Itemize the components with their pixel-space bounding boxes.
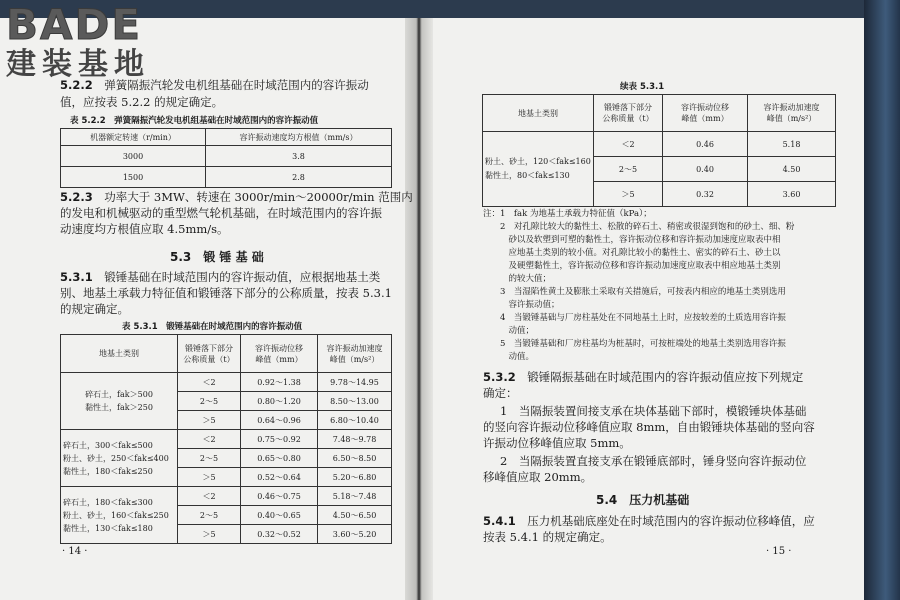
table-cell: 2～5 (178, 449, 241, 468)
table-header: 锻锤落下部分 公称质量（t） (178, 335, 241, 373)
table-cell: 0.32 (663, 182, 748, 207)
soil-line: 粉土、砂土，160＜fak≤250 (63, 510, 169, 520)
table-cell: 0.40 (663, 157, 748, 182)
table-header: 地基土类别 (61, 335, 178, 373)
soil-line: 碎石土，300＜fak≤500 (63, 440, 153, 450)
table-note: 动值。 (483, 352, 535, 362)
table-cell: 3.60 (748, 182, 836, 207)
soil-line: 黏性土，130＜fak≤180 (63, 523, 153, 533)
table-cell: 2～5 (594, 157, 663, 182)
paragraph-line: 按表 5.4.1 的规定确定。 (483, 530, 612, 544)
paragraph-line: 锻锤基础在时域范围内的容许振动值，应根据地基土类 (104, 270, 381, 284)
paragraph-line: 压力机基础底座处在时域范围内的容许振动位移峰值，应 (527, 514, 815, 528)
section-number: 5.2.2 (60, 78, 93, 92)
table-note: 动值； (483, 326, 535, 336)
table-cell: 2～5 (178, 506, 241, 525)
table-note: 注：1 fak 为地基土承载力特征值（kPa）； (483, 209, 652, 219)
table-cell: 0.32～0.52 (241, 525, 318, 544)
table-cell: 0.64～0.96 (241, 411, 318, 430)
scanner-background-right (864, 0, 900, 600)
watermark-subtitle: 建装基地 (6, 47, 150, 82)
section-5-3-1 (60, 270, 380, 285)
table-cell: ＜2 (178, 487, 241, 506)
paragraph-line: 许振动位移峰值应取 5mm。 (483, 436, 631, 450)
table-cell: 5.18～7.48 (318, 487, 392, 506)
table-cell: 4.50～6.50 (318, 506, 392, 525)
table-header: 机器额定转速（r/min） (61, 129, 206, 146)
table-cell: 0.65～0.80 (241, 449, 318, 468)
table-header: 锻锤落下部分 公称质量（t） (594, 95, 663, 132)
book-gutter (405, 18, 433, 600)
paragraph-line: 功率大于 3MW、转速在 3000r/min～20000r/min 范围内 (104, 190, 413, 204)
table-cell: ＜2 (594, 132, 663, 157)
paragraph-line: 确定： (483, 386, 518, 400)
table-cell: ＞5 (178, 468, 241, 487)
soil-line: 碎石土，fak＞500 (85, 390, 153, 399)
section-number: 5.3.2 (483, 370, 516, 384)
table-caption-5-3-1: 表 5.3.1 锻锤基础在时域范围内的容许振动值 (122, 322, 303, 332)
table-header: 容许振动加速度 峰值（m/s²） (748, 95, 836, 132)
soil-category-cell (61, 487, 178, 544)
soil-line: 碎石土，180＜fak≤300 (63, 497, 153, 507)
table-cell: 9.78～14.95 (318, 373, 392, 392)
section-number: 5.2.3 (60, 190, 93, 204)
table-cell: 0.80～1.20 (241, 392, 318, 411)
table-5-3-1 (60, 334, 392, 544)
soil-line: 黏性土，80＜fak≤130 (485, 171, 570, 180)
table-cell: 0.75～0.92 (241, 430, 318, 449)
table-header: 地基土类别 (483, 95, 594, 132)
table-cell: 5.18 (748, 132, 836, 157)
paragraph-line: 1 当隔振装置间接支承在块体基础下部时，模锻锤块体基础 (500, 404, 807, 418)
section-heading-5-4: 5.4 压力机基础 (596, 493, 690, 507)
table-cell: ＜2 (178, 373, 241, 392)
soil-line: 黏性土，fak＞250 (85, 403, 153, 412)
table-cell: ＞5 (594, 182, 663, 207)
table-note: 3 当湿陷性黄土及膨胀土采取有关措施后，可按表内相应的地基土类别选用 (483, 287, 786, 297)
table-cell: 0.46～0.75 (241, 487, 318, 506)
table-header: 容许振动加速度 峰值（m/s²） (318, 335, 392, 373)
table-5-2-2 (60, 128, 392, 188)
section-5-2-3 (60, 190, 413, 205)
section-number: 5.4.1 (483, 514, 516, 528)
table-cell: 7.48～9.78 (318, 430, 392, 449)
table-note: 的较大值； (483, 274, 552, 284)
table-cell: 0.46 (663, 132, 748, 157)
table-header: 容许振动速度均方根值（mm/s） (206, 129, 392, 146)
table-note: 容许振动值； (483, 300, 560, 310)
table-cell: 2～5 (178, 392, 241, 411)
soil-line: 粉土、砂土，250＜fak≤400 (63, 453, 169, 463)
paragraph-line: 值，应按表 5.2.2 的规定确定。 (60, 95, 224, 109)
table-note: 4 当锻锤基础与厂房柱基处在不同地基土上时，应按较差的土质选用容许振 (483, 313, 786, 323)
section-number: 5.3.1 (60, 270, 93, 284)
watermark-logo (6, 0, 150, 82)
table-cell: 6.50～8.50 (318, 449, 392, 468)
table-note: 及硬塑黏性土，容许振动位移和容许振动加速度应取表中相应地基土类别 (483, 261, 781, 271)
table-note: 砂以及软塑到可塑的黏性土，容许振动位移和容许振动加速度应取表中相 (483, 235, 781, 245)
table-cell: 1500 (61, 167, 206, 188)
table-cell: 3.8 (206, 146, 392, 167)
table-cell: 5.20～6.80 (318, 468, 392, 487)
table-cell: 0.40～0.65 (241, 506, 318, 525)
table-cell: 0.92～1.38 (241, 373, 318, 392)
table-note: 5 当锻锤基础和厂房柱基均为桩基时，可按桩端处的地基土类别选用容许振 (483, 339, 786, 349)
table-5-3-1-continued (482, 94, 836, 207)
soil-line: 黏性土，180＜fak≤250 (63, 466, 153, 476)
section-5-3-2 (483, 370, 803, 385)
table-note: 应地基土类别的较小值。对孔隙比较小的黏性土、密实的碎石土、砂土以 (483, 248, 781, 258)
table-cell: ＜2 (178, 430, 241, 449)
table-cell: ＞5 (178, 411, 241, 430)
paragraph-line: 2 当隔振装置直接支承在锻锤底部时，锤身竖向容许振动位 (500, 454, 807, 468)
table-header: 容许振动位移 峰值（mm） (241, 335, 318, 373)
section-heading-5-3: 5.3 锻 锤 基 础 (170, 250, 264, 264)
paragraph-line: 的规定确定。 (60, 302, 129, 316)
soil-line: 粉土、砂土，120＜fak≤160 (485, 157, 591, 166)
table-header: 容许振动位移 峰值（mm） (663, 95, 748, 132)
table-note: 2 对孔隙比较大的黏性土、松散的碎石土、稍密或很湿到饱和的砂土、细、粉 (483, 222, 795, 232)
paragraph-line: 移峰值应取 20mm。 (483, 470, 593, 484)
paragraph-line: 动速度均方根值应取 4.5mm/s。 (60, 222, 229, 236)
table-cell: 4.50 (748, 157, 836, 182)
soil-category-cell (483, 132, 594, 207)
page-number-left: · 14 · (62, 546, 88, 557)
paragraph-line: 弹簧隔振汽轮发电机组基础在时域范围内的容许振动 (104, 78, 369, 92)
table-cell: 6.80～10.40 (318, 411, 392, 430)
table-cell: 2.8 (206, 167, 392, 188)
watermark-brand: BADE (6, 0, 143, 49)
table-caption-5-2-2: 表 5.2.2 弹簧隔振汽轮发电机组基础在时域范围内的容许振动值 (70, 116, 319, 126)
paragraph-line: 的竖向容许振动位移峰值应取 8mm，自由锻锤块体基础的竖向容 (483, 420, 815, 434)
table-cell: ＞5 (178, 525, 241, 544)
soil-category-cell (61, 373, 178, 430)
table-cell: 3.60～5.20 (318, 525, 392, 544)
table-cell: 0.52～0.64 (241, 468, 318, 487)
section-5-4-1 (483, 514, 815, 529)
table-caption-continued: 续表 5.3.1 (620, 82, 665, 92)
paragraph-line: 锻锤隔振基础在时域范围内的容许振动值应按下列规定 (527, 370, 804, 384)
page-number-right: · 15 · (766, 546, 792, 557)
soil-category-cell (61, 430, 178, 487)
paragraph-line: 别、地基土承载力特征值和锻锤落下部分的公称质量，按表 5.3.1 (60, 286, 392, 300)
table-cell: 3000 (61, 146, 206, 167)
paragraph-line: 的发电和机械驱动的重型燃气轮机基础，在时域范围内的容许振 (60, 206, 382, 220)
table-cell: 8.50～13.00 (318, 392, 392, 411)
